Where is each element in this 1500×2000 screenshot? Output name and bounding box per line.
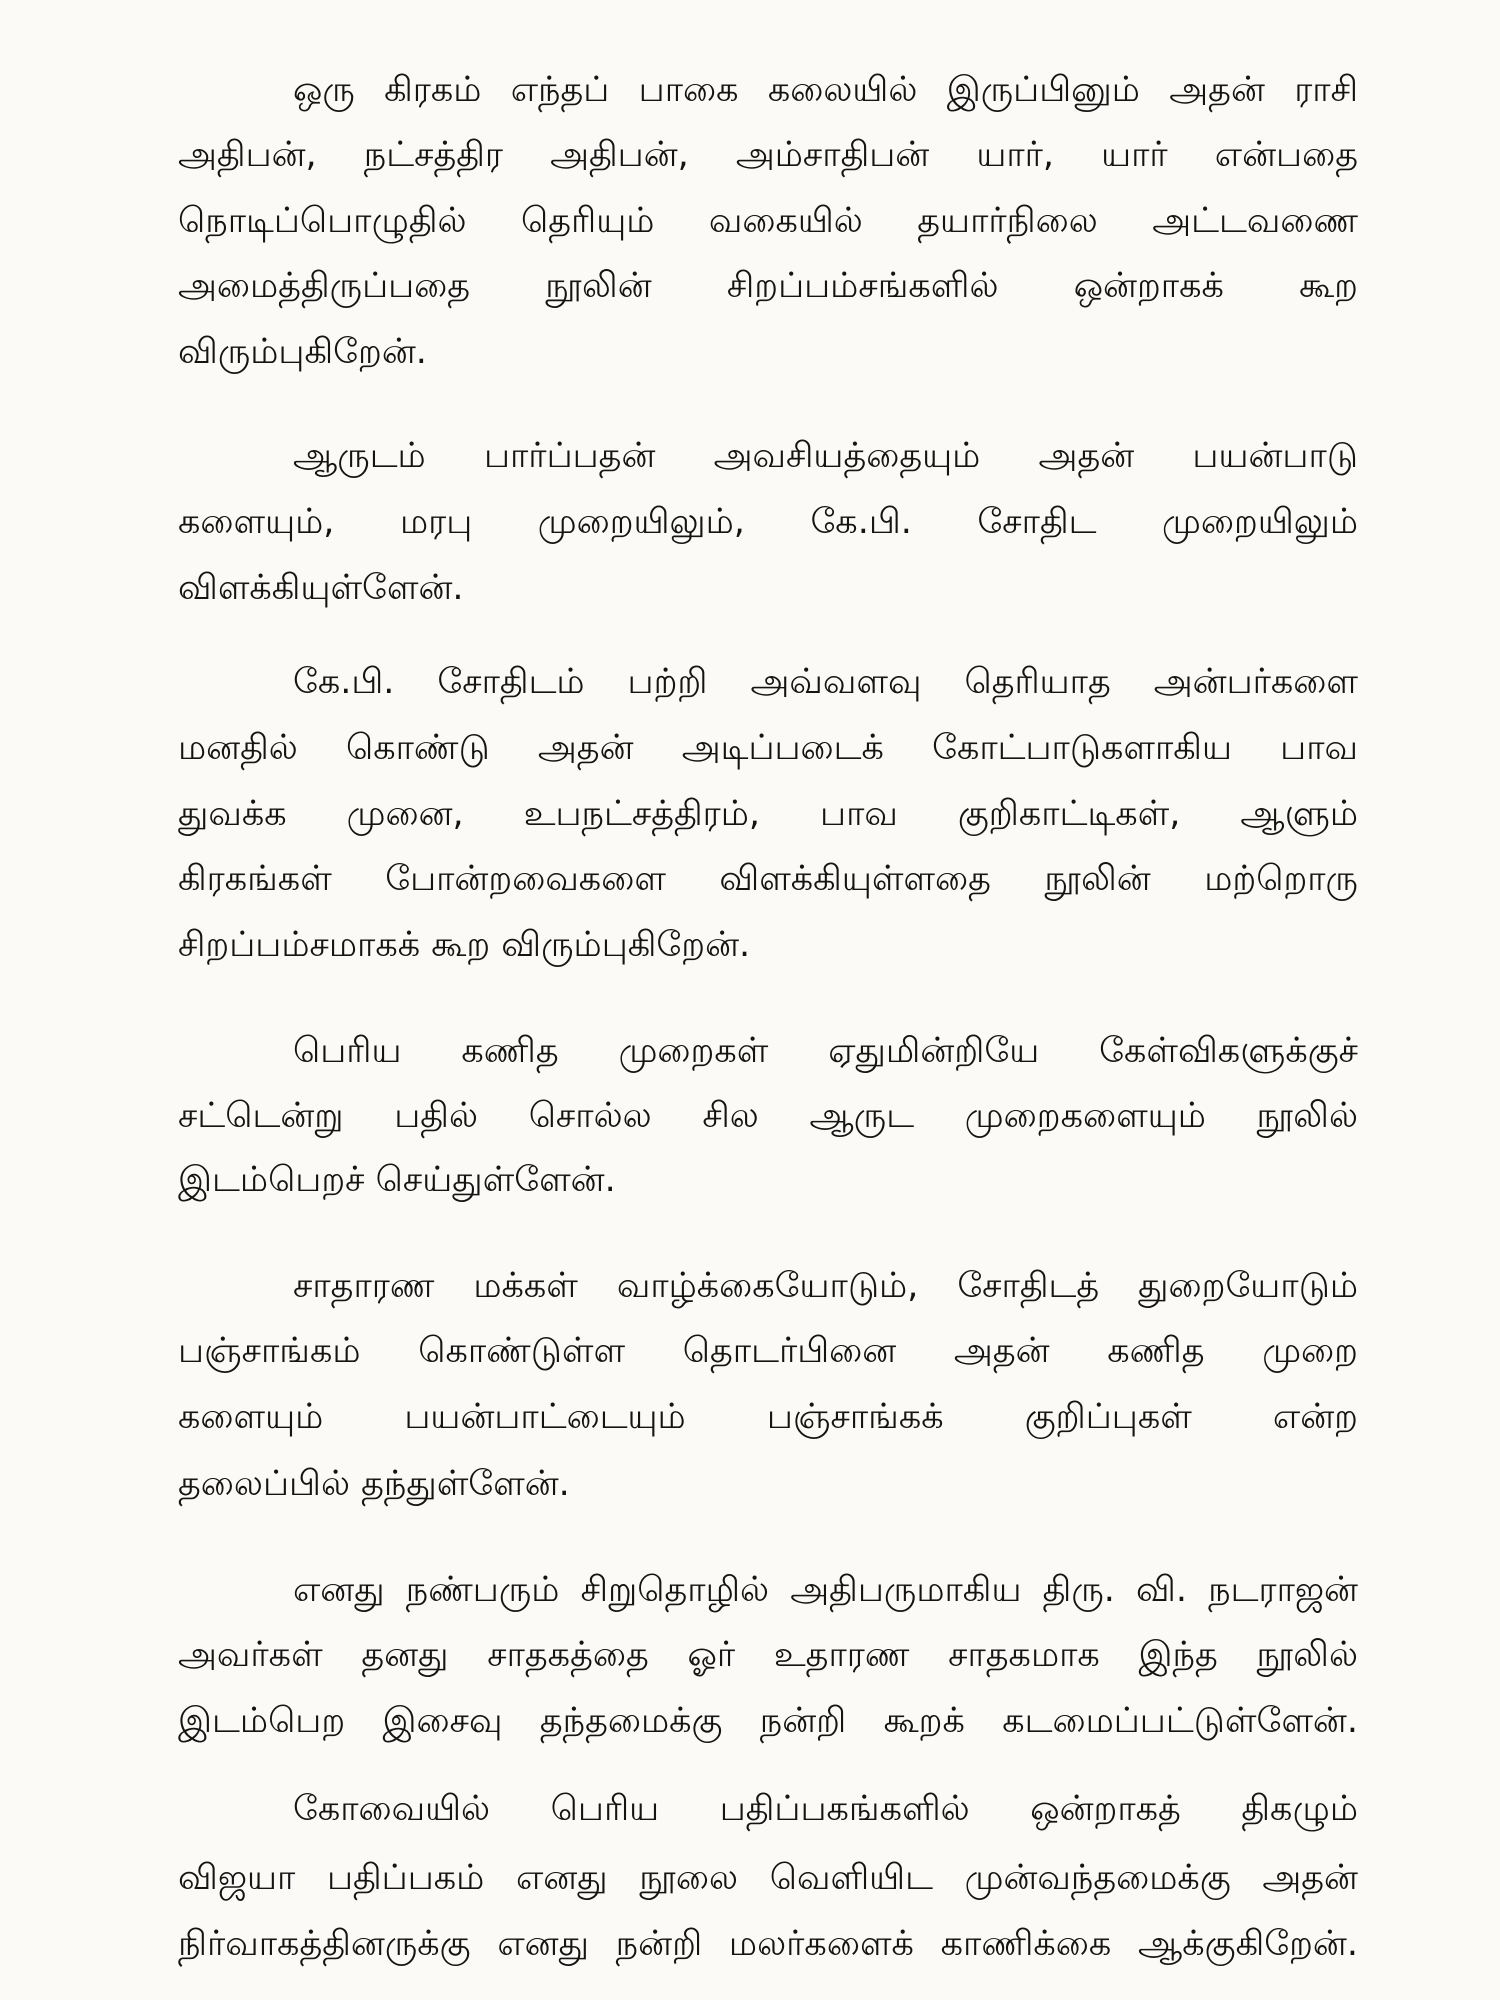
paragraph-5-line-1: சாதாரண மக்கள் வாழ்க்கையோடும், சோதிடத் துறையோடும் [293,1266,1358,1306]
paragraph-3-line-3: துவக்க முனை, உபநட்சத்திரம், பாவ குறிகாட்டிகள், ஆளும் [178,794,1358,834]
paragraph-4-line-2: சட்டென்று பதில் சொல்ல சில ஆருட முறைகளையும் நூலில் [178,1096,1358,1136]
paragraph-5-line-2: பஞ்சாங்கம் கொண்டுள்ள தொடர்பினை அதன் கணித முறை [178,1331,1358,1371]
paragraph-1-line-2: அதிபன், நட்சத்திர அதிபன், அம்சாதிபன் யார், யார் என்பதை [178,135,1358,175]
paragraph-3-line-2: மனதில் கொண்டு அதன் அடிப்படைக் கோட்பாடுகளாகிய பாவ [178,728,1358,768]
paragraph-6-line-1: எனது நண்பரும் சிறுதொழில் அதிபருமாகிய திரு. வி. நடராஜன் [293,1570,1358,1610]
paragraph-7-line-2: விஜயா பதிப்பகம் எனது நூலை வெளியிட முன்வந்தமைக்கு அதன் [178,1858,1358,1898]
paragraph-1-line-3: நொடிப்பொழுதில் தெரியும் வகையில் தயார்நிலை அட்டவணை [178,201,1358,241]
paragraph-7-line-1: கோவையில் பெரிய பதிப்பகங்களில் ஒன்றாகத் திகழும் [293,1789,1358,1829]
paragraph-3-line-5: சிறப்பம்சமாகக் கூற விரும்புகிறேன். [178,925,751,965]
paragraph-1-line-1: ஒரு கிரகம் எந்தப் பாகை கலையில் இருப்பினும் அதன் ராசி [293,70,1358,110]
paragraph-1-line-5: விரும்புகிறேன். [178,332,427,372]
paragraph-3-line-1: கே.பி. சோதிடம் பற்றி அவ்வளவு தெரியாத அன்பர்களை [293,662,1358,702]
paragraph-6-line-3: இடம்பெற இசைவு தந்தமைக்கு நன்றி கூறக் கடமைப்பட்டுள்ளேன். [178,1701,1358,1741]
paragraph-7-line-3: நிர்வாகத்தினருக்கு எனது நன்றி மலர்களைக் காணிக்கை ஆக்குகிறேன். [178,1924,1358,1964]
paragraph-6-line-2: அவர்கள் தனது சாதகத்தை ஓர் உதாரண சாதகமாக இந்த நூலில் [178,1635,1358,1675]
paragraph-5-line-4: தலைப்பில் தந்துள்ளேன். [178,1464,570,1504]
paragraph-3-line-4: கிரகங்கள் போன்றவைகளை விளக்கியுள்ளதை நூலின் மற்றொரு [178,859,1358,899]
paragraph-1-line-4: அமைத்திருப்பதை நூலின் சிறப்பம்சங்களில் ஒன்றாகக் கூற [178,266,1358,306]
paragraph-2-line-2: களையும், மரபு முறையிலும், கே.பி. சோதிட முறையிலும் [178,502,1358,542]
paragraph-4-line-3: இடம்பெறச் செய்துள்ளேன். [178,1160,616,1200]
paragraph-2-line-3: விளக்கியுள்ளேன். [178,568,464,608]
paragraph-4-line-1: பெரிய கணித முறைகள் ஏதுமின்றியே கேள்விகளுக்குச் [293,1031,1358,1071]
paragraph-2-line-1: ஆருடம் பார்ப்பதன் அவசியத்தையும் அதன் பயன்பாடு [293,436,1358,476]
paragraph-5-line-3: களையும் பயன்பாட்டையும் பஞ்சாங்கக் குறிப்புகள் என்ற [178,1397,1358,1437]
